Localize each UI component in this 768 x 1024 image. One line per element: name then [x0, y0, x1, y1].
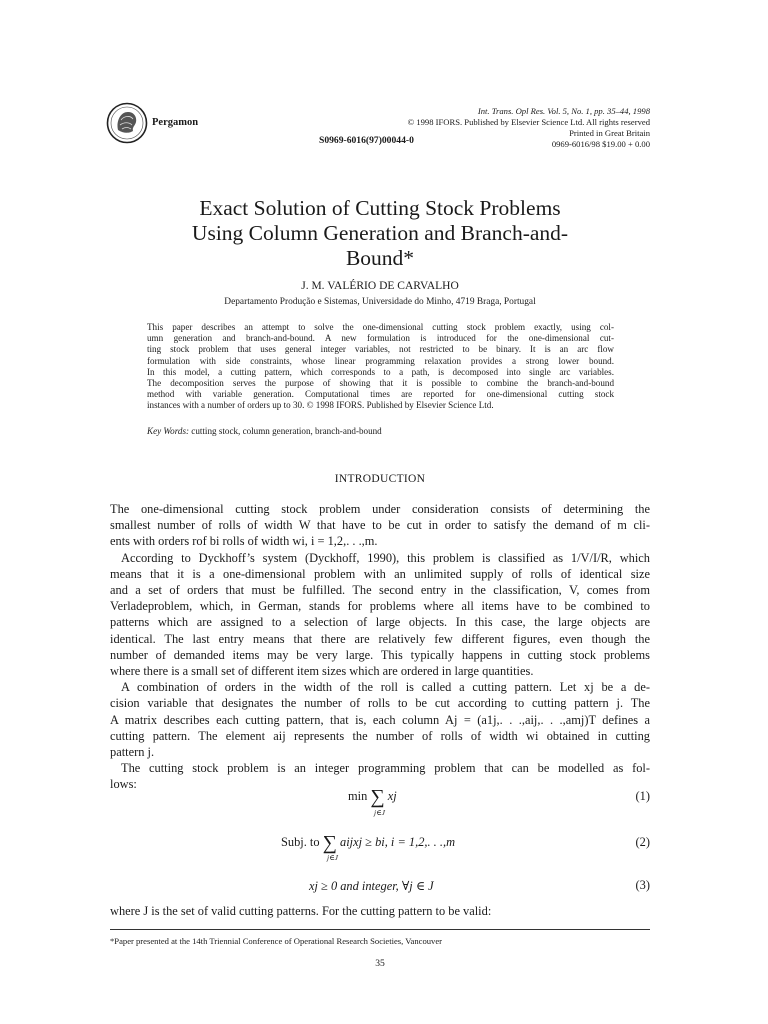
body-line: number of demanded items may be very large. This typically happens in cutting stock problems: [110, 647, 650, 662]
equation-3: [309, 878, 434, 894]
body-line: identical. The last entry means that there are relatively few different figures, even though the: [110, 631, 650, 646]
body-line: where there is a small set of different item sizes which are ordered in large quantities.: [110, 664, 534, 679]
summation-icon: ∑: [322, 832, 337, 854]
body-line: cision variable that designates the number of rolls to be cut according to cutting pattern j. The: [110, 696, 650, 711]
footnote-divider: [110, 929, 650, 930]
publisher-logo-icon: [106, 102, 148, 144]
body-text: [110, 501, 650, 793]
body-line: patterns which are assigned to a selection of large objects. In this case, the large objects are: [110, 615, 650, 630]
publisher-name: Pergamon: [152, 117, 199, 128]
affiliation: Departamento Produção e Sistemas, Universidade do Minho, 4719 Braga, Portugal: [224, 297, 536, 307]
equation-2-number: (2): [635, 835, 650, 849]
equation-1: [348, 786, 397, 809]
section-heading: INTRODUCTION: [334, 473, 426, 485]
paper-title: [110, 196, 650, 271]
page-number: 35: [375, 958, 385, 969]
keywords-text: cutting stock, column generation, branch-and-bound: [191, 426, 382, 436]
equation-3-term: xj ≥ 0 and integer, ∀j ∈ J: [309, 879, 434, 893]
footnote: *Paper presented at the 14th Triennial Conference of Operational Research Societies, Vancouver: [110, 936, 443, 946]
equation-1-sum-index: j∈J: [374, 808, 385, 817]
doi: S0969-6016(97)00044-0: [319, 135, 414, 146]
title-line: Using Column Generation and Branch-and-: [191, 221, 569, 245]
journal-citation: Int. Trans. Opl Res. Vol. 5, No. 1, pp. 35–44, 1998: [477, 106, 650, 116]
price-code: 0969-6016/98 $19.00 + 0.00: [551, 139, 650, 149]
body-line: According to Dyckhoff’s system (Dyckhoff, 1990), this problem is classified as 1/V/I/R, which: [121, 550, 650, 565]
body-line: ents with orders rof bi rolls of width wi, i = 1,2,. . .,m.: [110, 534, 378, 549]
author: J. M. VALÉRIO DE CARVALHO: [301, 280, 459, 292]
body-line: lows:: [110, 777, 137, 792]
body-line: means that it is a one-dimensional problem with an unlimited supply of rolls of identical size: [110, 566, 650, 581]
abstract-line: formulation with side constraints, whose linear programming relaxation provides a strong lower bound.: [147, 355, 614, 366]
equation-2-label: Subj. to: [281, 835, 320, 849]
body-line: The cutting stock problem is an integer programming problem that can be modelled as fol-: [121, 761, 650, 776]
keywords-label: Key Words:: [147, 426, 190, 436]
body-line: cutting pattern. The element aij represents the number of rolls of width wi obtained in cutting: [110, 728, 650, 743]
summation-icon: ∑: [370, 786, 385, 808]
equation-1-number: (1): [635, 789, 650, 803]
equation-2: [281, 832, 455, 855]
body-line: The one-dimensional cutting stock problem under consideration consists of determining the: [110, 502, 650, 516]
body-line: smallest number of rolls of width W that have to be cut in order to satisfy the demand of m cli-: [110, 518, 650, 533]
abstract-line: The decomposition serves the purpose of showing that it is possible to combine the branch-and-bound: [147, 378, 614, 389]
equation-2-term: aijxj ≥ bi, i = 1,2,. . .,m: [340, 835, 456, 849]
body-line: pattern j.: [110, 745, 155, 760]
abstract-line: In this model, a cutting pattern, which corresponds to a path, is decomposed into single arc variables.: [147, 366, 614, 377]
body-line: and a set of orders that must be fulfilled. The second entry in the classification, V, comes from: [110, 583, 650, 598]
title-line: Bound*: [345, 246, 415, 270]
equation-2-sum-index: j∈J: [327, 853, 338, 862]
body-line: A matrix describes each cutting pattern, that is, each column Aj = (a1j,. . .,aij,. . .,amj)T defines a: [110, 712, 650, 727]
equation-1-label: min: [348, 789, 368, 803]
printed-location: Printed in Great Britain: [569, 128, 650, 138]
equation-3-number: (3): [635, 878, 650, 892]
equation-1-term: xj: [387, 789, 397, 803]
abstract-line: instances with a number of orders up to 30. © 1998 IFORS. Published by Elsevier Science Ltd.: [147, 400, 494, 411]
abstract-line: umn generation and branch-and-bound. A new formulation is introduced for the one-dimensional cut-: [147, 333, 614, 344]
body-line: A combination of orders in the width of the roll is called a cutting pattern. Let xj be a de-: [121, 680, 650, 695]
body-line: Verladeproblem, which, in German, stands for problems where all items have to be combined to: [110, 599, 650, 614]
abstract: [147, 322, 614, 412]
copyright-notice: © 1998 IFORS. Published by Elsevier Science Ltd. All rights reserved: [407, 117, 650, 127]
abstract-line: ting stock problem that uses general integer variables, not restricted to be binary. It is an arc flow: [147, 344, 614, 355]
title-line: Exact Solution of Cutting Stock Problems: [199, 196, 561, 220]
abstract-line: This paper describes an attempt to solve the one-dimensional cutting stock problem exactly, using col-: [147, 322, 614, 332]
abstract-line: method with variable generation. Computational times are reported for one-dimensional cutting stock: [147, 389, 614, 400]
keywords: [147, 426, 382, 436]
body-line: where J is the set of valid cutting patterns. For the cutting pattern to be valid:: [110, 904, 492, 918]
